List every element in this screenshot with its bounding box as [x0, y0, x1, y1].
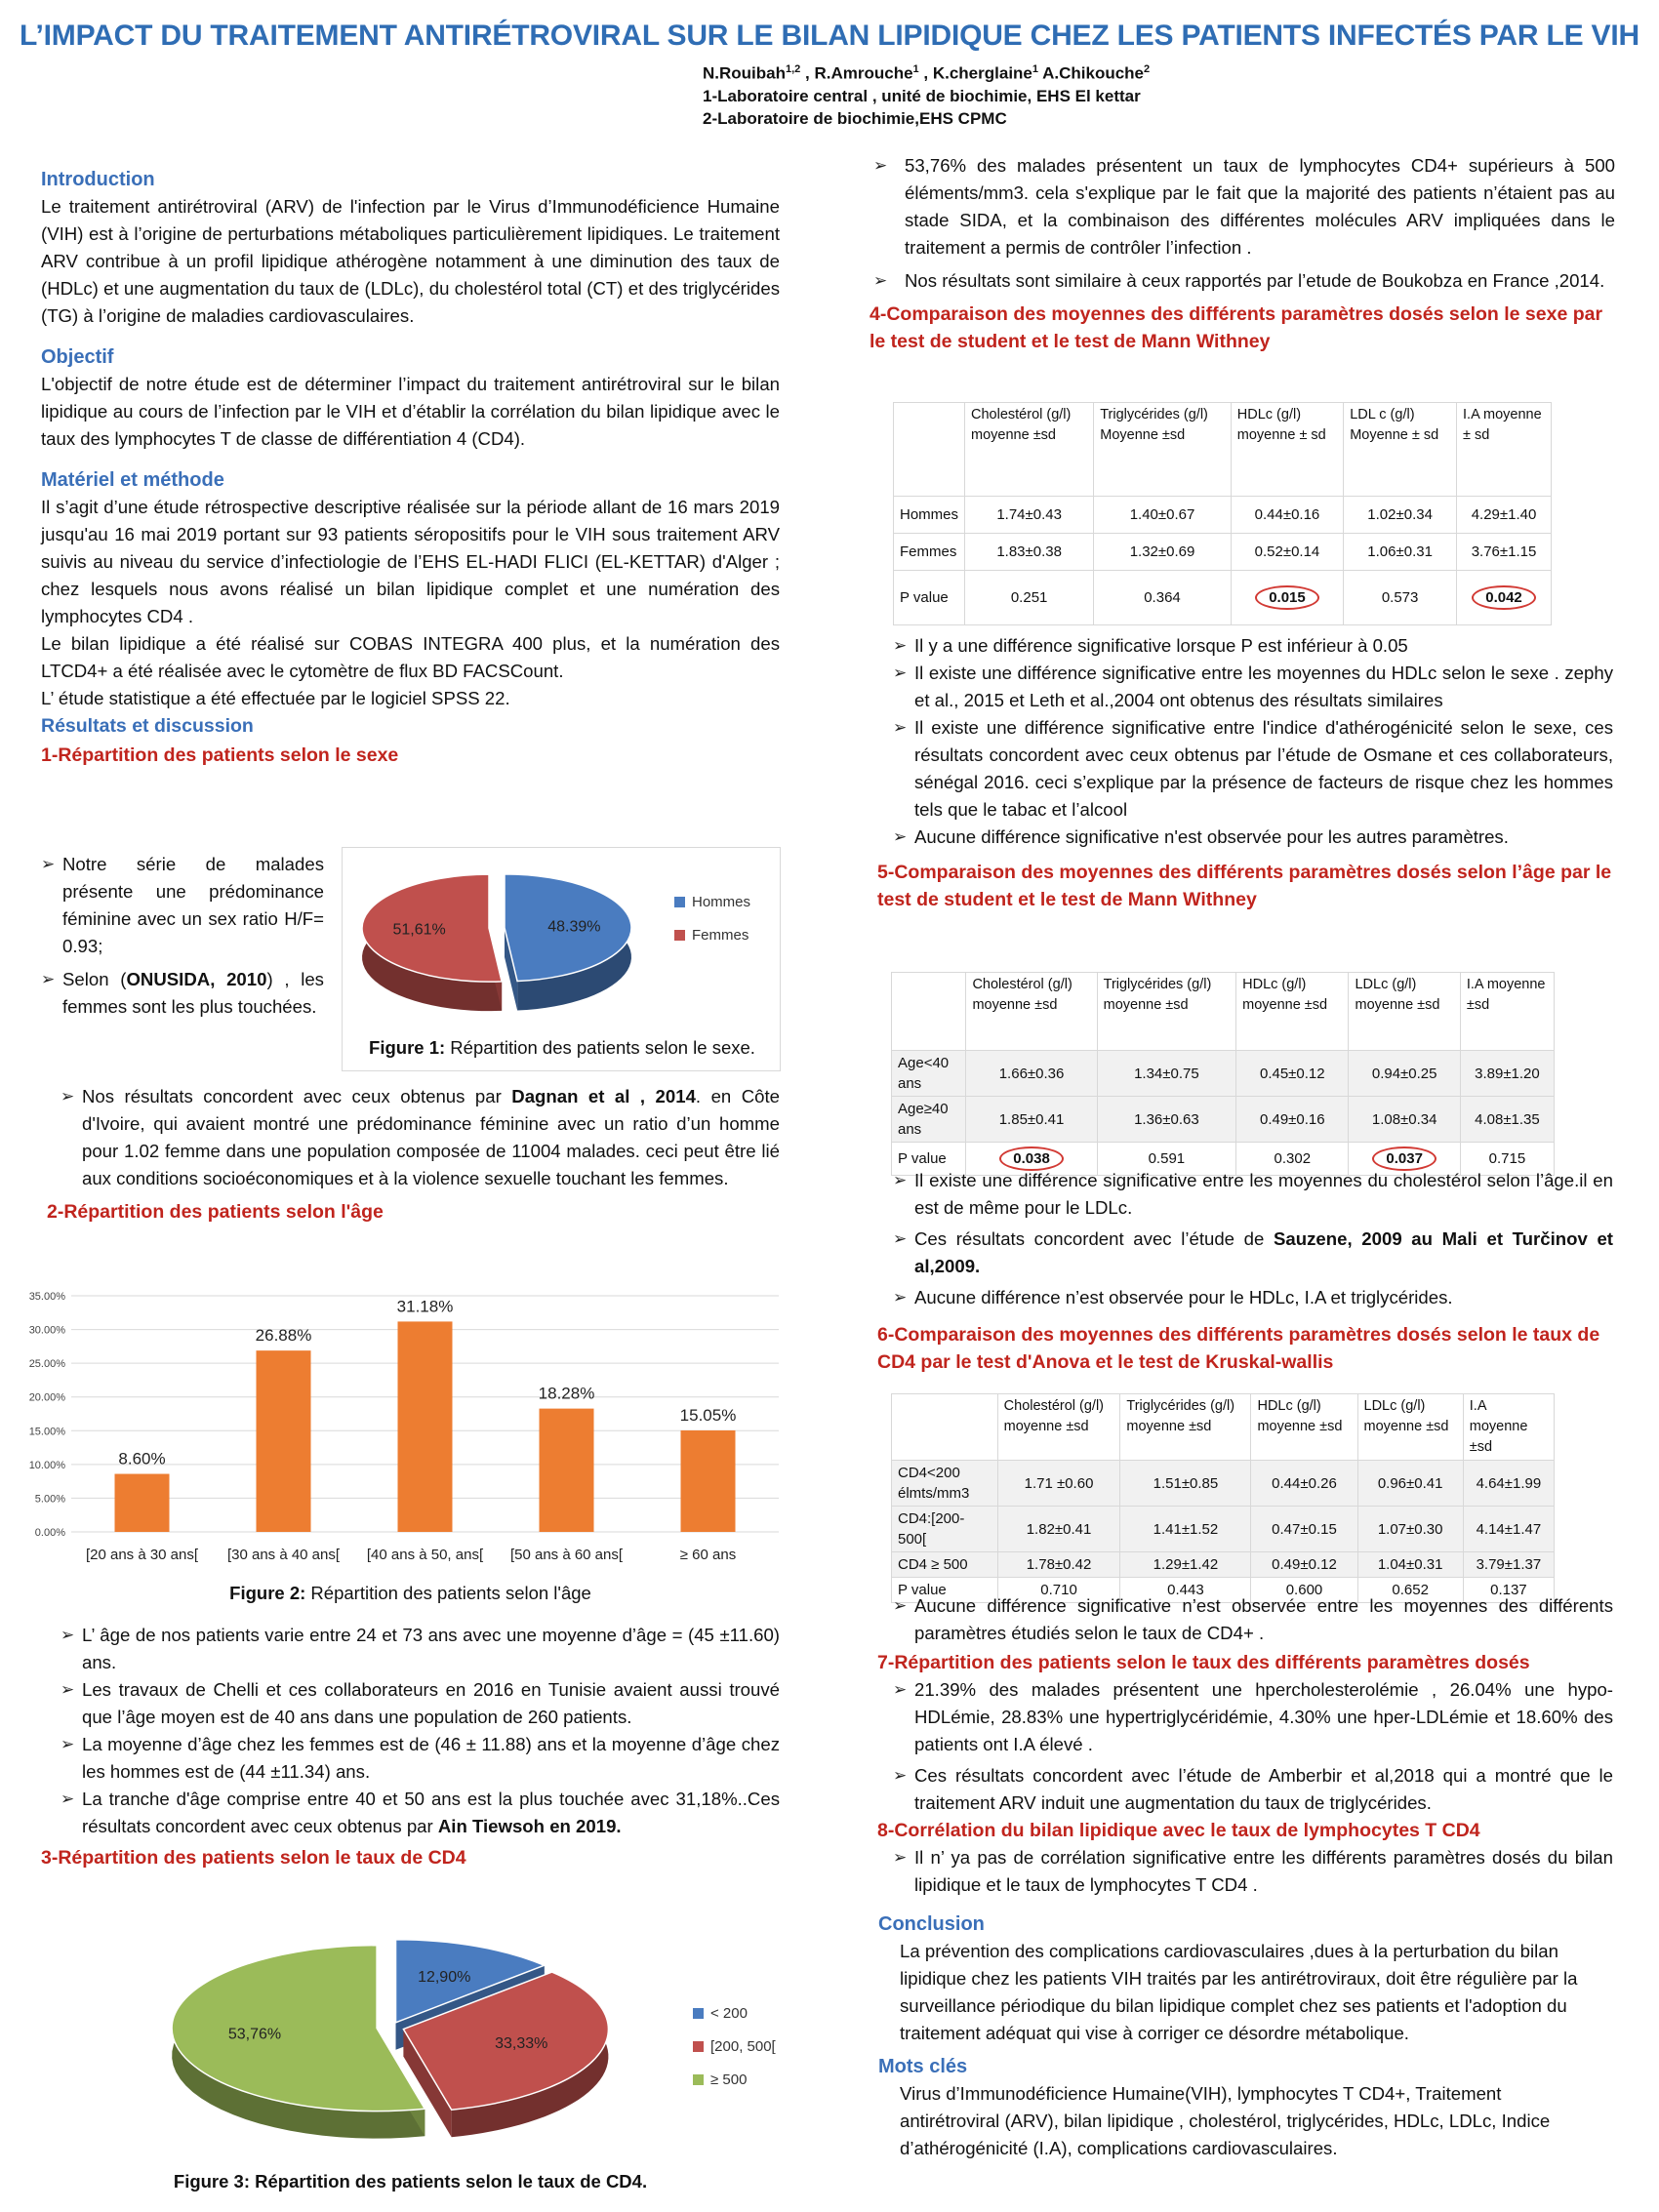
t4-header: I.A moyenne ± sd	[1457, 403, 1552, 497]
t4-significant-value: 0.042	[1472, 585, 1536, 610]
x-tick-label: ≥ 60 ans	[679, 1547, 737, 1563]
pie-data-label: 51,61%	[392, 921, 446, 939]
figure-2-caption	[41, 1583, 780, 1604]
t4-header: HDLc (g/l) moyenne ± sd	[1231, 403, 1343, 497]
t6-row-label: CD4 ≥ 500	[892, 1552, 998, 1578]
t5-cell: 1.66±0.36	[966, 1051, 1097, 1097]
t4-row-label: Femmes	[894, 534, 965, 571]
resultats-heading: Résultats et discussion	[41, 715, 254, 737]
t4-cell-wrap	[1457, 571, 1552, 625]
figure-1-box	[342, 847, 781, 1071]
s8-bullet-1: ➢ Il n’ ya pas de corrélation significative entre les différents paramètres dosés du bilan lipidique et le taux de lymphocytes T CD4 .	[893, 1844, 1613, 1899]
keywords-heading: Mots clés	[878, 2056, 968, 2077]
s4-bullet-3: ➢ Il existe une différence significative entre l'indice d'athérogénicité selon le sexe, ces résultats concordent avec ceux obtenus par l’étude de Osmane et ces collaborateurs, sénégal 2016. ceci s’explique par la présence de facteurs de risque chez les hommes tels que le tabac et l’alcool	[893, 714, 1613, 824]
s5-bullets	[877, 1167, 1613, 1376]
s2-b4-bold: Ain Tiewsoh en 2019.	[437, 1816, 622, 1836]
methode-heading: Matériel et méthode	[41, 469, 224, 491]
t6-row-label: P value	[892, 1578, 998, 1603]
author-sup: 1,2	[786, 63, 801, 75]
s2-bullet-3: ➢ La moyenne d’âge chez les femmes est de (46 ± 11.88) ans et la moyenne d’âge chez les hommes est de (44 ±11.34) ans.	[61, 1731, 780, 1786]
legend-swatch	[693, 2074, 704, 2085]
methode-p3: L’ étude statistique a été effectuée par le logiciel SPSS 22.	[41, 688, 510, 708]
t4-cell: 1.40±0.67	[1094, 497, 1232, 534]
y-tick-label: 20.00%	[28, 1391, 65, 1404]
s3-heading: 3-Répartition des patients selon le taux de CD4	[41, 1847, 466, 1869]
t5-row-label: P value	[892, 1143, 966, 1176]
figure-1-pie-chart	[343, 848, 782, 1033]
rt-bullet-1: ➢ 53,76% des malades présentent un taux de lymphocytes CD4+ supérieurs à 500 éléments/mm3. cela s'explique par le fait que la majorité des patients n’étaient pas au stade SIDA, et la combinaison des différentes molécules ARV impliquées dans le traitement a permis de contrôler l’infection .	[873, 152, 1615, 261]
x-tick-label: [40 ans à 50, ans[	[366, 1547, 484, 1563]
y-tick-label: 35.00%	[28, 1291, 65, 1303]
author-sup: 2	[1144, 63, 1151, 75]
t5-header: Cholestérol (g/l) moyenne ±sd	[966, 973, 1097, 1051]
t4-cell: 1.02±0.34	[1344, 497, 1457, 534]
t4-cell: 0.52±0.14	[1231, 534, 1343, 571]
s1-b2-pre: Selon (	[62, 969, 127, 989]
methode-p2: Le bilan lipidique a été réalisé sur COBAS INTEGRA 400 plus, et la numération des LTCD4+ a été réalisée avec le cytomètre de flux BD FACSCount.	[41, 633, 780, 681]
conclusion-block	[878, 1910, 1600, 2162]
rt-bullet-2: ➢ Nos résultats sont similaire à ceux rapportés par l’etude de Boukobza en France ,2014.	[873, 267, 1615, 295]
t4-corner	[894, 403, 965, 497]
author-sup: 1	[1032, 63, 1039, 75]
t5-cell: 1.08±0.34	[1349, 1097, 1460, 1143]
s7-bullet-2: ➢ Ces résultats concordent avec l’étude de Amberbir et al,2018 qui a montré que le traitement ARV induit une augmentation du taux de triglycérides.	[893, 1762, 1613, 1817]
t4-cell: 0.251	[965, 571, 1094, 625]
pie-data-label: 12,90%	[418, 1968, 471, 1986]
bar	[257, 1350, 311, 1532]
t6-header: Cholestérol (g/l) moyenne ±sd	[997, 1394, 1120, 1461]
t5-corner	[892, 973, 966, 1051]
s6-bullet-1: ➢ Aucune différence significative n’est observée entre les moyennes des différents paramètres étudiés selon le taux de CD4+ .	[893, 1592, 1613, 1647]
t5-cell: 3.89±1.20	[1460, 1051, 1554, 1097]
t6-header: I.A moyenne ±sd	[1463, 1394, 1554, 1461]
author-name: R.Amrouche	[814, 63, 913, 83]
s5-bullet-3: ➢ Aucune différence n’est observée pour le HDLc, I.A et triglycérides.	[893, 1284, 1613, 1311]
intro-text: Le traitement antirétroviral (ARV) de l'infection par le Virus d’Immunodéficience Humaine (VIH) est à l’origine de perturbations métaboliques particulièrement lipidiques. Le traitement ARV contribue à un profil lipidique athérogène notamment à une diminution des taux de (HDLc) et une augmentation du taux de (LDLc), du cholestérol total (CT) et des triglycérides (TG) à l’origine de maladies cardiovasculaires.	[41, 196, 780, 326]
t4-cell: 3.76±1.15	[1457, 534, 1552, 571]
s1-b3-pre: Nos résultats concordent avec ceux obtenus par	[82, 1086, 512, 1106]
s4-heading: 4-Comparaison des moyennes des différents paramètres dosés selon le sexe par le test de student et le test de Mann Withney	[870, 303, 1603, 352]
t6-corner	[892, 1394, 998, 1461]
t4-significant-value: 0.015	[1255, 585, 1319, 610]
t5-significant-value: 0.038	[999, 1146, 1064, 1171]
s4-bullet-4: ➢ Aucune différence significative n'est observée pour les autres paramètres.	[893, 824, 1613, 851]
figure-3-caption: Figure 3: Répartition des patients selon le taux de CD4.	[173, 2171, 648, 2192]
t5-header: Triglycérides (g/l) moyenne ±sd	[1097, 973, 1236, 1051]
keywords-text: Virus d’Immunodéficience Humaine(VIH), lymphocytes T CD4+, Traitement antirétroviral (ARV), bilan lipidique , cholestérol, triglycérides, HDLc, LDLc, Indice d’athérogénicité (I.A), complications cardiovasculaires.	[900, 2083, 1551, 2158]
bar-data-label: 26.88%	[255, 1326, 312, 1346]
s1-more	[47, 1083, 780, 1226]
x-tick-label: [50 ans à 60 ans[	[509, 1547, 624, 1563]
fig1-text: Répartition des patients selon le sexe.	[445, 1037, 755, 1058]
t6-cell: 0.49±0.12	[1251, 1552, 1357, 1578]
t5-significant-value: 0.037	[1372, 1146, 1436, 1171]
conclusion-text: La prévention des complications cardiovasculaires ,dues à la perturbation du bilan lipidique chez les patients VIH traités par les antirétroviraux, doit être régulière par la surveillance périodique du bilan lipidique complet chez ses patients et l'adoption du traitement adéquat qui vise à corriger ce désordre métabolique.	[900, 1941, 1578, 2043]
t4-header: Triglycérides (g/l) Moyenne ±sd	[1094, 403, 1232, 497]
t4-cell: 1.74±0.43	[965, 497, 1094, 534]
pie-data-label: 33,33%	[495, 2035, 548, 2053]
t5-row-label: Age<40 ans	[892, 1051, 966, 1097]
legend-label: Femmes	[692, 927, 749, 944]
t5-header: I.A moyenne ±sd	[1460, 973, 1554, 1051]
t6-cell: 0.443	[1120, 1578, 1251, 1603]
objectif-heading: Objectif	[41, 346, 114, 368]
y-tick-label: 10.00%	[28, 1459, 65, 1471]
t6-header: LDLc (g/l) moyenne ±sd	[1357, 1394, 1463, 1461]
s5-bullet-2	[893, 1226, 1613, 1280]
t6-cell: 1.82±0.41	[997, 1507, 1120, 1552]
t4-row-label: P value	[894, 571, 965, 625]
s1-b2-post: ) , les femmes sont les plus touchées.	[62, 969, 324, 1017]
t6-cell: 0.96±0.41	[1357, 1461, 1463, 1507]
t5-cell: 0.715	[1460, 1143, 1554, 1176]
t5-cell: 1.34±0.75	[1097, 1051, 1236, 1097]
s2-bullet-2: ➢ Les travaux de Chelli et ces collaborateurs en 2016 en Tunisie avaient aussi trouvé que l’âge moyen est de 40 ans dans une population de 260 patients.	[61, 1676, 780, 1731]
right-top	[870, 152, 1615, 355]
y-tick-label: 30.00%	[28, 1324, 65, 1337]
t4-cell: 0.44±0.16	[1231, 497, 1343, 534]
t6-cell: 0.652	[1357, 1578, 1463, 1603]
s1-heading: 1-Répartition des patients selon le sexe	[41, 744, 399, 766]
t5-header: LDLc (g/l) moyenne ±sd	[1349, 973, 1460, 1051]
pie-data-label: 53,76%	[227, 2026, 282, 2043]
s5-b2-pre: Ces résultats concordent avec l’étude de	[914, 1228, 1275, 1249]
t5-cell: 4.08±1.35	[1460, 1097, 1554, 1143]
s4-bullet-1: ➢ Il y a une différence significative lorsque P est inférieur à 0.05	[893, 632, 1613, 660]
s6-8-bullets	[877, 1592, 1613, 1899]
figure-2-bar-chart	[18, 1276, 789, 1569]
left-column	[41, 166, 780, 769]
pie-data-label: 48.39%	[547, 918, 601, 936]
legend-swatch	[693, 2008, 704, 2019]
t6-header: HDLc (g/l) moyenne ±sd	[1251, 1394, 1357, 1461]
legend-swatch	[674, 930, 685, 941]
conclusion-heading: Conclusion	[878, 1913, 985, 1935]
authors-block	[703, 59, 1150, 130]
author-list: N.Rouibah$^{1,2}$ , R.Amrouche$^1$ , K.cherglaine$^1$ A.Chikouche$^2$	[703, 63, 1151, 83]
legend-label: Hommes	[692, 894, 751, 910]
s1-bullet-2	[41, 966, 324, 1021]
t6-cell: 4.14±1.47	[1463, 1507, 1554, 1552]
s2-bullets	[41, 1622, 780, 1871]
s1-b3-bold: Dagnan et al , 2014	[511, 1086, 696, 1106]
fig2-bold: Figure 2:	[229, 1583, 306, 1603]
s1-bullet-1: ➢ Notre série de malades présente une prédominance féminine avec un sex ratio H/F= 0.93;	[41, 851, 324, 960]
s6-heading: 6-Comparaison des moyennes des différents paramètres dosés selon le taux de CD4 par le test d'Anova et le test de Kruskal-wallis	[877, 1324, 1600, 1373]
affiliation-1: 1-Laboratoire central , unité de biochimie, EHS El kettar	[703, 86, 1141, 105]
legend-label: [200, 500[	[710, 2038, 776, 2055]
author-name: N.Rouibah	[703, 63, 786, 83]
bar-data-label: 8.60%	[118, 1449, 166, 1468]
t4-cell-wrap	[1231, 571, 1343, 625]
t6-header: Triglycérides (g/l) moyenne ±sd	[1120, 1394, 1251, 1461]
fig2-text: Répartition des patients selon l'âge	[305, 1583, 591, 1603]
y-tick-label: 25.00%	[28, 1358, 65, 1371]
t6-cell: 0.600	[1251, 1578, 1357, 1603]
t6-cell: 1.78±0.42	[997, 1552, 1120, 1578]
t6-row-label: CD4:[200-500[	[892, 1507, 998, 1552]
s1-bullets	[41, 851, 324, 1021]
figure-3-pie-chart	[146, 1930, 790, 2154]
objectif-text: L'objectif de notre étude est de déterminer l’impact du traitement antirétroviral sur le bilan lipidique au cours de l’infection par le VIH et d’établir la corrélation du bilan lipidique avec le taux des lymphocytes T de classe de différentiation 4 (CD4).	[41, 374, 780, 449]
t4-header: Cholestérol (g/l) moyenne ±sd	[965, 403, 1094, 497]
t6-cell: 3.79±1.37	[1463, 1552, 1554, 1578]
s1-bullet-3	[61, 1083, 780, 1192]
t4-cell: 1.06±0.31	[1344, 534, 1457, 571]
s4-bullets	[877, 632, 1613, 913]
s7-bullet-1: ➢ 21.39% des malades présentent une hpercholesterolémie , 26.04% une hypo-HDLémie, 28.83% une hypertriglycéridémie, 4.30% une hper-LDLémie et 18.60% des patients ont I.A élevé .	[893, 1676, 1613, 1758]
bar-data-label: 15.05%	[679, 1405, 737, 1425]
s5-b2-bold: Sauzene, 2009 au Mali et Turčinov et al,2009.	[914, 1228, 1613, 1276]
t4-cell: 4.29±1.40	[1457, 497, 1552, 534]
bar-data-label: 31.18%	[396, 1297, 454, 1316]
y-tick-label: 0.00%	[34, 1527, 65, 1539]
t4-cell: 0.364	[1094, 571, 1232, 625]
t6-cell: 1.71 ±0.60	[997, 1461, 1120, 1507]
s1-b2-bold: ONUSIDA, 2010	[126, 969, 267, 989]
author-sup: 1	[912, 63, 919, 75]
t5-row-label: Age≥40 ans	[892, 1097, 966, 1143]
bar	[398, 1321, 453, 1532]
s2-b4-pre: La tranche d'âge comprise entre 40 et 50 ans est la plus touchée avec 31,18%..Ces résultats concordent avec ceux obtenus par	[82, 1789, 780, 1836]
bar	[681, 1430, 736, 1532]
t6-cell: 4.64±1.99	[1463, 1461, 1554, 1507]
t6-cell: 0.710	[997, 1578, 1120, 1603]
s1-b3-post: . en Côte d'Ivoire, qui avaient montré une prédominance féminine avec un ratio d’un homme pour 1.02 femme dans une population composée de 11004 malades. ceci peut être lié aux conditions socioéconomiques et à la violence sexuelle touchant les femmes.	[82, 1086, 780, 1188]
t5-cell: 0.45±0.12	[1236, 1051, 1349, 1097]
t5-cell: 0.49±0.16	[1236, 1097, 1349, 1143]
figure-1-caption	[343, 1037, 782, 1059]
y-tick-label: 15.00%	[28, 1426, 65, 1438]
legend-swatch	[674, 897, 685, 907]
bar-data-label: 18.28%	[538, 1384, 595, 1403]
t5-cell: 0.591	[1097, 1143, 1236, 1176]
t6-cell: 1.41±1.52	[1120, 1507, 1251, 1552]
author-name: A.Chikouche	[1042, 63, 1145, 83]
t4-cell: 1.32±0.69	[1094, 534, 1232, 571]
methode-p1: Il s’agit d’une étude rétrospective descriptive réalisée sur la période allant de 16 mars 2019 jusqu'au 16 mai 2019 portant sur 93 patients séropositifs pour le VIH sous traitement ARV suivis au niveau du service d’infectiologie de l’EHS EL-HADI FLICI (EL-KETTAR) d'Alger ; chez lesquels nous avons réalisé un bilan lipidique complet et une numération des lymphocytes CD4 .	[41, 497, 780, 626]
t6-cell: 1.29±1.42	[1120, 1552, 1251, 1578]
t6-cell: 1.51±0.85	[1120, 1461, 1251, 1507]
author-name: K.cherglaine	[932, 63, 1032, 83]
s2-bullet-4	[61, 1786, 780, 1840]
s8-heading: 8-Corrélation du bilan lipidique avec le taux de lymphocytes T CD4	[877, 1820, 1480, 1841]
legend-swatch	[693, 2041, 704, 2052]
t4-cell: 0.573	[1344, 571, 1457, 625]
x-tick-label: [20 ans à 30 ans[	[85, 1547, 199, 1563]
t6-cell: 0.47±0.15	[1251, 1507, 1357, 1552]
t5-header: HDLc (g/l) moyenne ±sd	[1236, 973, 1349, 1051]
table-sexe	[893, 402, 1552, 625]
t5-cell: 1.85±0.41	[966, 1097, 1097, 1143]
s5-bullet-1: ➢ Il existe une différence significative entre les moyennes du cholestérol selon l’âge.il en est de même pour le LDLc.	[893, 1167, 1613, 1222]
affiliation-2: 2-Laboratoire de biochimie,EHS CPMC	[703, 108, 1007, 128]
legend-label: < 200	[710, 2005, 748, 2022]
t6-cell: 0.137	[1463, 1578, 1554, 1603]
t4-header: LDL c (g/l) Moyenne ± sd	[1344, 403, 1457, 497]
intro-heading: Introduction	[41, 169, 155, 190]
t5-cell: 1.36±0.63	[1097, 1097, 1236, 1143]
t5-cell: 0.94±0.25	[1349, 1051, 1460, 1097]
y-tick-label: 5.00%	[34, 1493, 65, 1506]
fig1-bold: Figure 1:	[369, 1037, 446, 1058]
bar	[540, 1409, 594, 1532]
t5-cell: 0.302	[1236, 1143, 1349, 1176]
t6-cell: 1.07±0.30	[1357, 1507, 1463, 1552]
bar	[115, 1474, 170, 1532]
s2-heading: 2-Répartition des patients selon l'âge	[47, 1201, 384, 1223]
table-age	[891, 972, 1555, 1176]
t4-row-label: Hommes	[894, 497, 965, 534]
s7-heading: 7-Répartition des patients selon le taux des différents paramètres dosés	[877, 1652, 1530, 1673]
t4-cell: 1.83±0.38	[965, 534, 1094, 571]
s2-bullet-1: ➢ L’ âge de nos patients varie entre 24 et 73 ans avec une moyenne d’âge = (45 ±11.60) ans.	[61, 1622, 780, 1676]
legend-label: ≥ 500	[710, 2071, 748, 2088]
s4-bullet-2: ➢ Il existe une différence significative entre les moyennes du HDLc selon le sexe . zephy et al., 2015 et Leth et al.,2004 ont obtenus des résultats similaires	[893, 660, 1613, 714]
poster-title: L’IMPACT DU TRAITEMENT ANTIRÉTROVIRAL SUR LE BILAN LIPIDIQUE CHEZ LES PATIENTS INFECTÉS PAR LE VIH	[20, 20, 1639, 52]
t6-cell: 1.04±0.31	[1357, 1552, 1463, 1578]
t6-cell: 0.44±0.26	[1251, 1461, 1357, 1507]
x-tick-label: [30 ans à 40 ans[	[226, 1547, 341, 1563]
table-cd4	[891, 1393, 1555, 1603]
s5-heading: 5-Comparaison des moyennes des différents paramètres dosés selon l’âge par le test de student et le test de Mann Withney	[877, 862, 1612, 910]
t6-row-label: CD4<200 élmts/mm3	[892, 1461, 998, 1507]
